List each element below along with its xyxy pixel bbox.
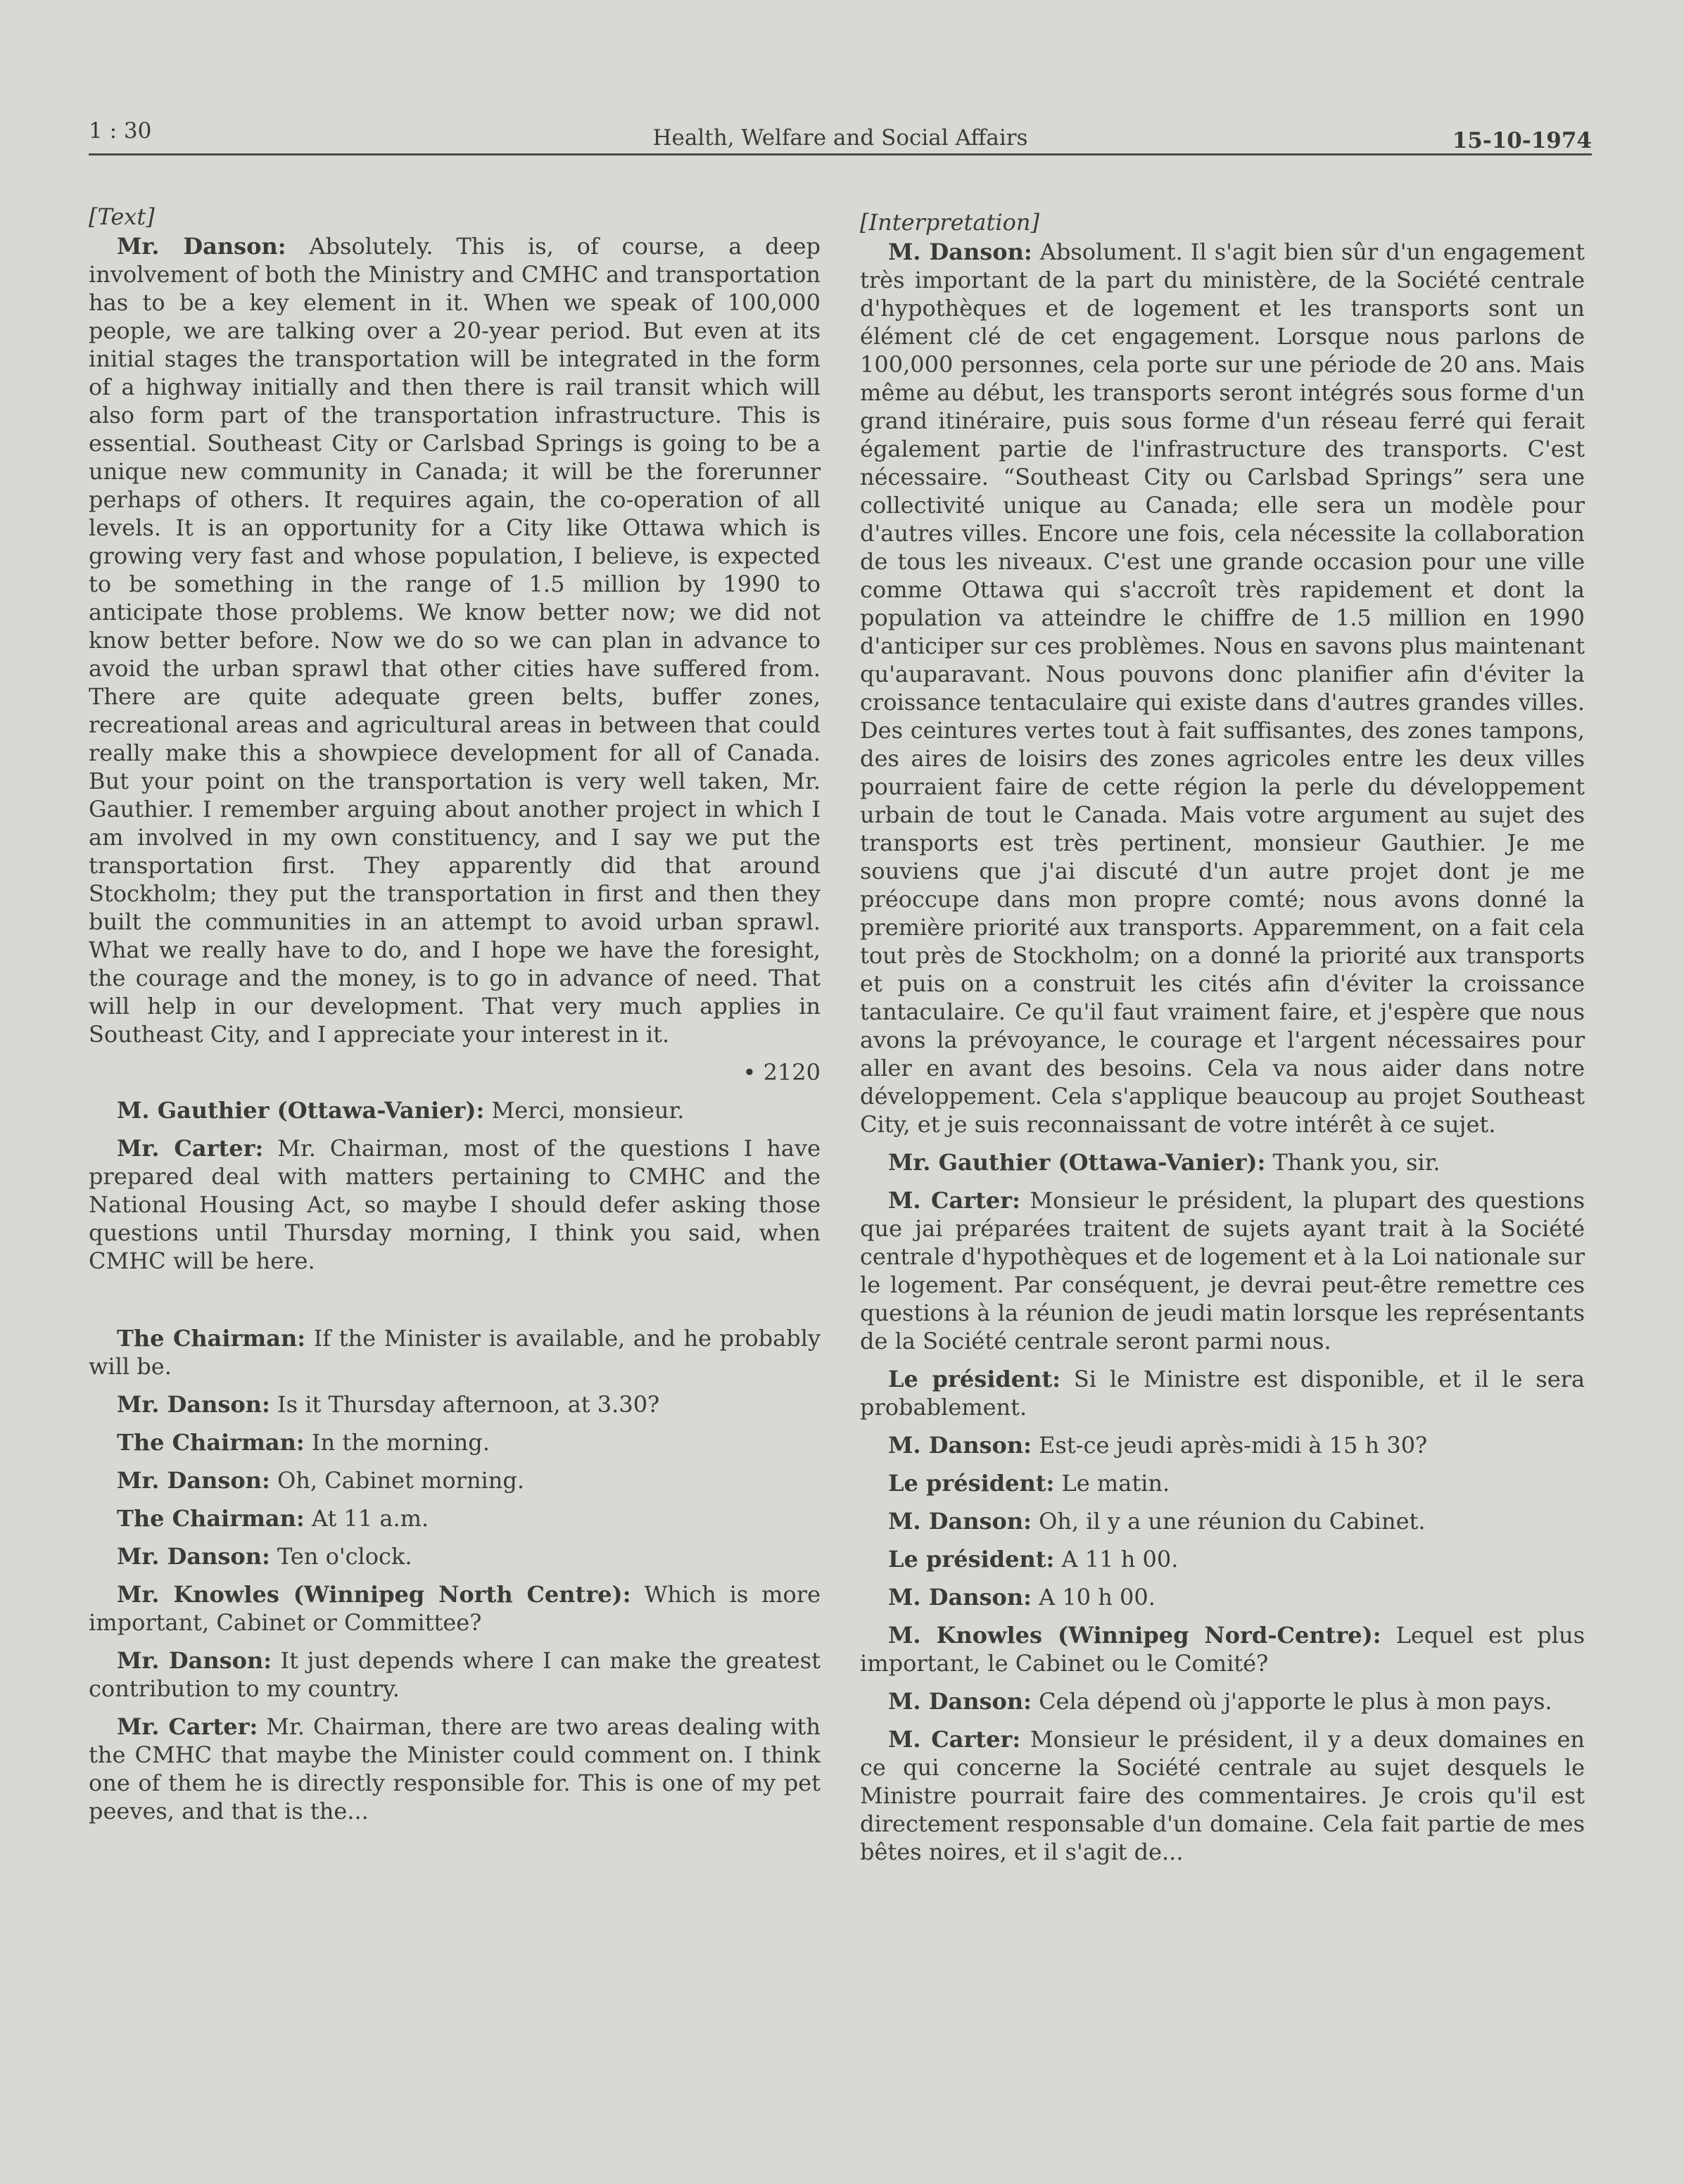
speech: Which is more important, Cabinet or Committee? [89,1581,821,1636]
running-header [89,118,1592,153]
paragraph [860,1186,1585,1355]
header-rule [89,153,1592,155]
english-column [89,203,821,1835]
speech: Oh, Cabinet morning. [277,1467,525,1494]
speaker: M. Danson: [888,1688,1032,1715]
speech: It just depends where I can make the greatest contribution to my country. [89,1647,821,1702]
speech: Thank you, sir. [1272,1149,1441,1176]
speaker: M. Gauthier (Ottawa-Vanier): [117,1097,485,1124]
speech: Absolutely. This is, of course, a deep involvement of both the Ministry and CMHC and transportation has to be a key element in it. When we speak of 100,000 people, we are talking over a 20-year period. But even at its initial stages the transportation will be integrated in the form of a highway initially and then there is rail transit which will also form part of the transportation infrastructure. This is essential. Southeast City or Carlsbad Springs is going to be a unique new community in Canada; it will be the forerunner perhaps of others. It requires again, the co-operation of all levels. It is an opportunity for a City like Ottawa which is growing very fast and whose population, I believe, is expected to be something in the range of 1.5 million by 1990 to anticipate those problems. We know better now; we did not know better before. Now we do so we can plan in advance to avoid the urban sprawl that other cities have suffered from. There are quite adequate green belts, buffer zones, recreational areas and agricultural areas in between that could really make this a showpiece development for all of Canada. But your point on the transportation is very well taken, Mr. Gauthier. I remember arguing about another project in which I am involved in my own constituency, and I say we put the transportation first. They apparently did that around Stockholm; they put the transportation in first and then they built the communities in an attempt to avoid urban sprawl. What we really have to do, and I hope we have the foresight, the courage and the money, is to go in advance of need. That will help in our development. That very much applies in Southeast City, and I appreciate your interest in it. [89,233,821,1048]
speech: At 11 a.m. [311,1505,429,1532]
speaker: Mr. Danson: [117,1467,270,1494]
paragraph [89,1390,821,1418]
paragraph [860,1365,1585,1421]
speaker: Mr. Danson: [117,233,286,260]
paragraph [860,1725,1585,1866]
paragraph [860,1545,1585,1573]
speech: In the morning. [311,1429,490,1456]
speaker: The Chairman: [117,1325,306,1352]
speaker: M. Danson: [888,1584,1032,1611]
page-number: 1 : 30 [89,118,152,144]
paragraph [860,238,1585,1138]
speaker: Mr. Danson: [117,1543,270,1570]
paragraph [89,1428,821,1456]
speech: Merci, monsieur. [491,1097,685,1124]
speech: Est-ce jeudi après-midi à 15 h 30? [1039,1432,1428,1459]
speaker: The Chairman: [117,1505,305,1532]
speaker: Mr. Carter: [117,1135,264,1162]
speech: Si le Ministre est disponible, et il le sera probablement. [860,1366,1585,1421]
paragraph [860,1469,1585,1497]
speaker: Le président: [888,1366,1061,1392]
speech: Mr. Chairman, most of the questions I have prepared deal with matters pertaining to CMHC and the National Housing Act, so maybe I should defer asking those questions until Thursday morning, I think you said, when CMHC will be here. [89,1135,821,1274]
speaker: M. Carter: [888,1726,1021,1753]
speaker: M. Danson: [888,239,1032,265]
paragraph [89,232,821,1048]
speech: Is it Thursday afternoon, at 3.30? [277,1391,660,1418]
paragraph [860,1583,1585,1611]
language-tag: [Text] [89,203,155,230]
paragraph [89,1096,821,1124]
speech: A 10 h 00. [1039,1584,1156,1611]
speaker: M. Danson: [888,1432,1032,1459]
speech: If the Minister is available, and he probably will be. [89,1325,821,1380]
french-column [860,208,1585,1876]
speech: Ten o'clock. [277,1543,412,1570]
speaker: M. Carter: [888,1187,1020,1214]
speech: Monsieur le président, la plupart des questions que jai préparées traitent de sujets ayant trait à la Société centrale d'hypothèques et de logement et à la Loi nationale sur le logement. Par conséquent, je devrai peut-être remettre ces questions à la réunion de jeudi matin lorsque les représentants de la Société centrale seront parmi nous. [860,1187,1585,1354]
paragraph [860,1507,1585,1535]
paragraph [89,1504,821,1532]
paragraph [89,1466,821,1494]
speaker: Mr. Danson: [117,1647,272,1674]
speech: Cela dépend où j'apporte le plus à mon pays. [1039,1688,1552,1715]
speaker: Le président: [888,1470,1055,1497]
speaker: The Chairman: [117,1429,305,1456]
paragraph [860,1621,1585,1677]
speech: Oh, il y a une réunion du Cabinet. [1039,1508,1426,1535]
speech: Absolument. Il s'agit bien sûr d'un engagement très important de la part du ministère, de la Société centrale d'hypothèques et de logement et les transports sont un élément clé de cet engagement. Lorsque nous parlons de 100,000 personnes, cela porte sur une période de 20 ans. Mais même au début, les transports seront intégrés sous forme d'un grand itinéraire, puis sous forme d'un réseau ferré qui ferait également partie de l'infrastructure des transports. C'est nécessaire. “Southeast City ou Carlsbad Springs” sera une collectivité unique au Canada; elle sera un modèle pour d'autres villes. Encore une fois, cela nécessite la collaboration de tous les niveaux. C'est une grande occasion pour une ville comme Ottawa qui s'accroît très rapidement et dont la population va atteindre le chiffre de 1.5 million en 1990 d'anticiper sur ces problèmes. Nous en savons plus maintenant qu'auparavant. Nous pouvons donc planifier afin d'éviter la croissance tentaculaire qui existe dans d'autres grandes villes. Des ceintures vertes tout à fait suffisantes, des zones tampons, des aires de loisirs des zones agricoles entre les deux villes pourraient faire de cette région la perle du développement urbain de tout le Canada. Mais votre argument au sujet des transports est très pertinent, monsieur Gauthier. Je me souviens que j'ai discuté d'un autre projet dont je me préoccupe dans mon propre comté; nous avons donné la première priorité aux transports. Apparemment, on a fait cela tout près de Stockholm; on a donné la priorité aux transports et puis on a construit les cités afin d'éviter la croissance tantaculaire. Ce qu'il faut vraiment faire, et j'espère que nous avons la prévoyance, le courage et l'argent nécessaires pour aller en avant des besoins. Cela va nous aider dans notre développement. Cela s'applique beaucoup au projet Southeast City, et je suis reconnaissant de votre intérêt à ce sujet. [860,239,1585,1138]
session-date: 15-10-1974 [1452,128,1592,153]
speaker: Mr. Knowles (Winnipeg North Centre): [117,1581,631,1608]
speaker: Mr. Gauthier (Ottawa-Vanier): [888,1149,1266,1176]
speaker: M. Danson: [888,1508,1032,1535]
speech: Monsieur le président, il y a deux domaines en ce qui concerne la Société centrale au sujet desquels le Ministre pourrait faire des commentaires. Je crois qu'il est directement responsable d'un domaine. Cela fait partie de mes bêtes noires, et il s'agit de... [860,1726,1585,1865]
speaker: Le président: [888,1546,1055,1573]
speech: A 11 h 00. [1061,1546,1179,1573]
speech: Mr. Chairman, there are two areas dealing with the CMHC that maybe the Minister could comment on. I think one of them he is directly responsible for. This is one of my pet peeves, and that is the... [89,1713,821,1824]
publication-title: Health, Welfare and Social Affairs [652,125,1028,151]
paragraph [860,1687,1585,1715]
speaker: Mr. Carter: [117,1713,258,1740]
speech: Le matin. [1061,1470,1170,1497]
paragraph [89,1713,821,1825]
paragraph [860,1148,1585,1176]
language-tag: [Interpretation] [860,209,1039,236]
speaker: M. Knowles (Winnipeg Nord-Centre): [888,1622,1381,1649]
time-marker: • 2120 [742,1059,821,1086]
speech: Lequel est plus important, le Cabinet ou le Comité? [860,1622,1585,1677]
paragraph [89,1542,821,1570]
paragraph [89,1134,821,1275]
spacer [89,1285,821,1324]
paragraph [89,1646,821,1703]
paragraph [860,1431,1585,1459]
speaker: Mr. Danson: [117,1391,270,1418]
paragraph [89,1580,821,1637]
paragraph [89,1324,821,1380]
